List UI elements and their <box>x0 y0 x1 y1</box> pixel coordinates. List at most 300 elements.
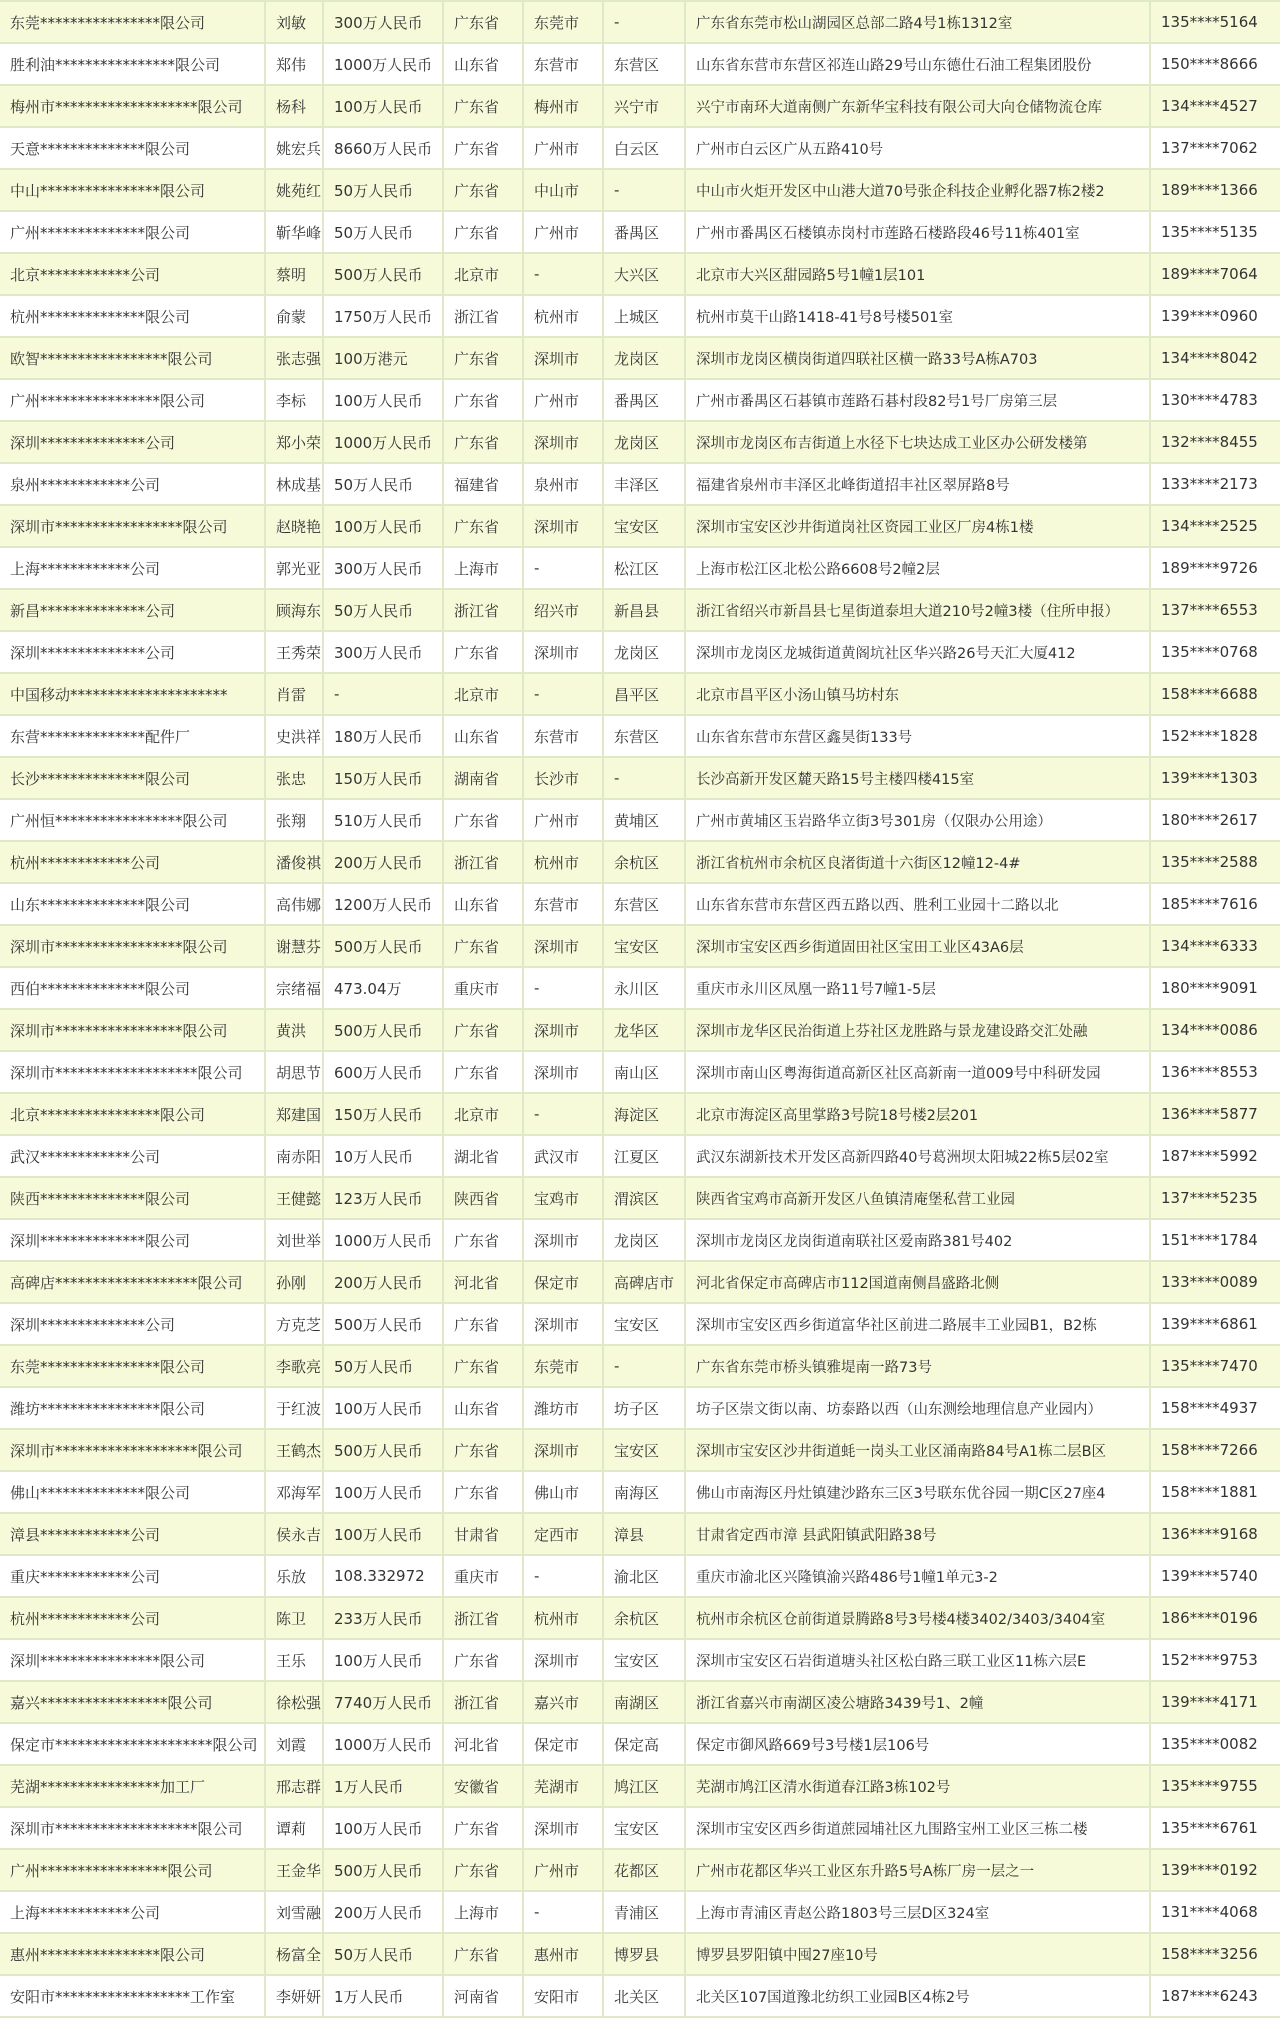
table-row <box>0 1388 1280 1430</box>
province-cell: 广东省 <box>444 1934 524 1974</box>
registered-capital-cell: 300万人民币 <box>324 548 444 588</box>
company-name-cell: 保定市*********************限公司 <box>0 1724 266 1764</box>
province-cell: 北京市 <box>444 674 524 714</box>
address-cell: 浙江省嘉兴市南湖区凌公塘路3439号1、2幢 <box>686 1682 1151 1722</box>
registered-capital-cell: 100万人民币 <box>324 86 444 126</box>
legal-person-cell: 张志强 <box>266 338 324 378</box>
province-cell: 广东省 <box>444 128 524 168</box>
registered-capital-cell: 1000万人民币 <box>324 422 444 462</box>
district-cell: 宝安区 <box>604 926 686 966</box>
address-cell: 深圳市龙岗区横岗街道四联社区横一路33号A栋A703 <box>686 338 1151 378</box>
city-cell: 佛山市 <box>524 1472 604 1512</box>
company-name-cell: 重庆************公司 <box>0 1556 266 1596</box>
province-cell: 广东省 <box>444 2 524 42</box>
legal-person-cell: 杨富全 <box>266 1934 324 1974</box>
phone-cell: 189****7064 <box>1161 265 1258 283</box>
province-cell: 广东省 <box>444 338 524 378</box>
phone-cell: 152****9753 <box>1161 1651 1258 1669</box>
city-cell: 安阳市 <box>524 1976 604 2016</box>
company-name-cell: 深圳市*******************限公司 <box>0 1430 266 1470</box>
company-name-cell: 杭州**************限公司 <box>0 296 266 336</box>
address-cell: 山东省东营市东营区西五路以西、胜利工业园十二路以北 <box>686 884 1151 924</box>
legal-person-cell: 谭莉 <box>266 1808 324 1848</box>
province-cell: 浙江省 <box>444 1682 524 1722</box>
registered-capital-cell: 1000万人民币 <box>324 1220 444 1260</box>
province-cell: 广东省 <box>444 86 524 126</box>
address-cell: 福建省泉州市丰泽区北峰街道招丰社区翠屏路8号 <box>686 464 1151 504</box>
legal-person-cell: 刘雪融 <box>266 1892 324 1932</box>
registered-capital-cell: 500万人民币 <box>324 926 444 966</box>
phone-cell: 180****9091 <box>1161 979 1258 997</box>
legal-person-cell: 潘俊祺 <box>266 842 324 882</box>
table-row <box>0 464 1280 506</box>
company-name-cell: 漳县************公司 <box>0 1514 266 1554</box>
registered-capital-cell: 10万人民币 <box>324 1136 444 1176</box>
legal-person-cell: 邓海军 <box>266 1472 324 1512</box>
phone-cell: 135****0768 <box>1161 643 1258 661</box>
province-cell: 广东省 <box>444 1052 524 1092</box>
city-cell: 嘉兴市 <box>524 1682 604 1722</box>
city-cell: 保定市 <box>524 1262 604 1302</box>
phone-cell: 132****8455 <box>1161 433 1258 451</box>
city-cell: 深圳市 <box>524 422 604 462</box>
table-row <box>0 128 1280 170</box>
district-cell: 江夏区 <box>604 1136 686 1176</box>
phone-cell: 151****1784 <box>1161 1231 1258 1249</box>
city-cell: - <box>524 254 604 294</box>
legal-person-cell: 胡思节 <box>266 1052 324 1092</box>
legal-person-cell: 王健懿 <box>266 1178 324 1218</box>
district-cell: 松江区 <box>604 548 686 588</box>
province-cell: 广东省 <box>444 800 524 840</box>
registered-capital-cell: 100万人民币 <box>324 380 444 420</box>
registered-capital-cell: 50万人民币 <box>324 464 444 504</box>
city-cell: 广州市 <box>524 128 604 168</box>
registered-capital-cell: 50万人民币 <box>324 590 444 630</box>
address-cell: 深圳市宝安区西乡街道固田社区宝田工业区43A6层 <box>686 926 1151 966</box>
province-cell: 广东省 <box>444 1010 524 1050</box>
legal-person-cell: 郑伟 <box>266 44 324 84</box>
table-row <box>0 1514 1280 1556</box>
table-row <box>0 1682 1280 1724</box>
district-cell: 鸠江区 <box>604 1766 686 1806</box>
phone-cell: 180****2617 <box>1161 811 1258 829</box>
province-cell: 浙江省 <box>444 1598 524 1638</box>
table-row <box>0 884 1280 926</box>
province-cell: 广东省 <box>444 926 524 966</box>
province-cell: 山东省 <box>444 1388 524 1428</box>
registered-capital-cell: 108.332972 <box>324 1556 444 1596</box>
legal-person-cell: 靳华峰 <box>266 212 324 252</box>
registered-capital-cell: 100万人民币 <box>324 1514 444 1554</box>
city-cell: 保定市 <box>524 1724 604 1764</box>
district-cell: 保定高 <box>604 1724 686 1764</box>
registered-capital-cell: 1000万人民币 <box>324 1724 444 1764</box>
company-name-cell: 深圳**************公司 <box>0 422 266 462</box>
address-cell: 山东省东营市东营区鑫昊街133号 <box>686 716 1151 756</box>
address-cell: 杭州市余杭区仓前街道景腾路8号3号楼4楼3402/3403/3404室 <box>686 1598 1151 1638</box>
district-cell: 永川区 <box>604 968 686 1008</box>
phone-cell: 134****8042 <box>1161 349 1258 367</box>
phone-cell: 130****4783 <box>1161 391 1258 409</box>
address-cell: 重庆市渝北区兴隆镇渝兴路486号1幢1单元3-2 <box>686 1556 1151 1596</box>
province-cell: 北京市 <box>444 254 524 294</box>
district-cell: 余杭区 <box>604 842 686 882</box>
company-name-cell: 中国移动********************* <box>0 674 266 714</box>
address-cell: 广州市白云区广从五路410号 <box>686 128 1151 168</box>
legal-person-cell: 李标 <box>266 380 324 420</box>
company-name-cell: 安阳市******************工作室 <box>0 1976 266 2016</box>
registered-capital-cell: 100万人民币 <box>324 506 444 546</box>
company-name-cell: 天意**************限公司 <box>0 128 266 168</box>
address-cell: 武汉东湖新技术开发区高新四路40号葛洲坝太阳城22栋5层02室 <box>686 1136 1151 1176</box>
address-cell: 深圳市宝安区西乡街道富华社区前进二路展丰工业园B1，B2栋 <box>686 1304 1151 1344</box>
legal-person-cell: 王金华 <box>266 1850 324 1890</box>
company-name-cell: 深圳市*****************限公司 <box>0 506 266 546</box>
table-row <box>0 1052 1280 1094</box>
company-name-cell: 深圳**************公司 <box>0 1304 266 1344</box>
province-cell: 重庆市 <box>444 1556 524 1596</box>
city-cell: - <box>524 1094 604 1134</box>
legal-person-cell: 刘世举 <box>266 1220 324 1260</box>
address-cell: 北京市大兴区甜园路5号1幢1层101 <box>686 254 1151 294</box>
address-cell: 坊子区崇文街以南、坊泰路以西（山东测绘地理信息产业园内） <box>686 1388 1151 1428</box>
city-cell: 深圳市 <box>524 1430 604 1470</box>
province-cell: 陕西省 <box>444 1178 524 1218</box>
phone-cell: 139****0192 <box>1161 1861 1258 1879</box>
company-name-cell: 北京****************限公司 <box>0 1094 266 1134</box>
company-name-cell: 杭州************公司 <box>0 842 266 882</box>
legal-person-cell: 郭光亚 <box>266 548 324 588</box>
legal-person-cell: 姚苑红 <box>266 170 324 210</box>
province-cell: 广东省 <box>444 1808 524 1848</box>
address-cell: 深圳市宝安区沙井街道蚝一岗头工业区涌南路84号A1栋二层B区 <box>686 1430 1151 1470</box>
province-cell: 广东省 <box>444 632 524 672</box>
legal-person-cell: 郑建国 <box>266 1094 324 1134</box>
address-cell: 重庆市永川区凤凰一路11号7幢1-5层 <box>686 968 1151 1008</box>
address-cell: 北京市海淀区高里掌路3号院18号楼2层201 <box>686 1094 1151 1134</box>
legal-person-cell: 南赤阳 <box>266 1136 324 1176</box>
company-name-cell: 广州**************限公司 <box>0 212 266 252</box>
city-cell: 东营市 <box>524 884 604 924</box>
district-cell: 龙华区 <box>604 1010 686 1050</box>
legal-person-cell: 蔡明 <box>266 254 324 294</box>
registered-capital-cell: 1万人民币 <box>324 1976 444 2016</box>
company-name-cell: 广州*****************限公司 <box>0 1850 266 1890</box>
registered-capital-cell: 50万人民币 <box>324 1346 444 1386</box>
company-name-cell: 上海************公司 <box>0 548 266 588</box>
province-cell: 山东省 <box>444 884 524 924</box>
province-cell: 广东省 <box>444 1430 524 1470</box>
table-row <box>0 1892 1280 1934</box>
district-cell: 博罗县 <box>604 1934 686 1974</box>
district-cell: 大兴区 <box>604 254 686 294</box>
district-cell: 渝北区 <box>604 1556 686 1596</box>
province-cell: 广东省 <box>444 380 524 420</box>
phone-cell: 137****7062 <box>1161 139 1258 157</box>
table-row <box>0 1850 1280 1892</box>
address-cell: 陕西省宝鸡市高新开发区八鱼镇清庵堡私营工业园 <box>686 1178 1151 1218</box>
city-cell: 绍兴市 <box>524 590 604 630</box>
city-cell: 广州市 <box>524 380 604 420</box>
province-cell: 广东省 <box>444 506 524 546</box>
province-cell: 重庆市 <box>444 968 524 1008</box>
company-name-cell: 长沙**************限公司 <box>0 758 266 798</box>
district-cell: 海淀区 <box>604 1094 686 1134</box>
registered-capital-cell: 100万人民币 <box>324 1472 444 1512</box>
company-name-cell: 芜湖****************加工厂 <box>0 1766 266 1806</box>
phone-cell: 134****0086 <box>1161 1021 1258 1039</box>
district-cell: - <box>604 758 686 798</box>
legal-person-cell: 李歌亮 <box>266 1346 324 1386</box>
district-cell: 白云区 <box>604 128 686 168</box>
registered-capital-cell: 8660万人民币 <box>324 128 444 168</box>
table-row <box>0 1766 1280 1808</box>
city-cell: 潍坊市 <box>524 1388 604 1428</box>
province-cell: 北京市 <box>444 1094 524 1134</box>
city-cell: - <box>524 1556 604 1596</box>
registered-capital-cell: 50万人民币 <box>324 170 444 210</box>
address-cell: 中山市火炬开发区中山港大道70号张企科技企业孵化器7栋2楼2 <box>686 170 1151 210</box>
company-name-cell: 杭州************公司 <box>0 1598 266 1638</box>
table-row <box>0 800 1280 842</box>
city-cell: 广州市 <box>524 212 604 252</box>
company-name-cell: 东营**************配件厂 <box>0 716 266 756</box>
company-name-cell: 山东**************限公司 <box>0 884 266 924</box>
province-cell: 湖南省 <box>444 758 524 798</box>
city-cell: - <box>524 548 604 588</box>
registered-capital-cell: 100万人民币 <box>324 1808 444 1848</box>
table-row <box>0 716 1280 758</box>
registered-capital-cell: 300万人民币 <box>324 632 444 672</box>
registered-capital-cell: 1000万人民币 <box>324 44 444 84</box>
phone-cell: 137****5235 <box>1161 1189 1258 1207</box>
legal-person-cell: 黄洪 <box>266 1010 324 1050</box>
legal-person-cell: 姚宏兵 <box>266 128 324 168</box>
phone-cell: 189****1366 <box>1161 181 1258 199</box>
province-cell: 广东省 <box>444 1850 524 1890</box>
city-cell: 东营市 <box>524 716 604 756</box>
district-cell: 宝安区 <box>604 1640 686 1680</box>
registered-capital-cell: 500万人民币 <box>324 1304 444 1344</box>
registered-capital-cell: 300万人民币 <box>324 2 444 42</box>
legal-person-cell: 史洪祥 <box>266 716 324 756</box>
table-row <box>0 1640 1280 1682</box>
table-row <box>0 1598 1280 1640</box>
legal-person-cell: 张忠 <box>266 758 324 798</box>
company-name-cell: 西伯**************限公司 <box>0 968 266 1008</box>
legal-person-cell: 王鹤杰 <box>266 1430 324 1470</box>
registered-capital-cell: 233万人民币 <box>324 1598 444 1638</box>
province-cell: 广东省 <box>444 1304 524 1344</box>
district-cell: 黄埔区 <box>604 800 686 840</box>
company-name-cell: 梅州市*******************限公司 <box>0 86 266 126</box>
province-cell: 浙江省 <box>444 842 524 882</box>
phone-cell: 158****3256 <box>1161 1945 1258 1963</box>
company-name-cell: 深圳市*******************限公司 <box>0 1052 266 1092</box>
district-cell: 宝安区 <box>604 1304 686 1344</box>
district-cell: 龙岗区 <box>604 1220 686 1260</box>
table-row <box>0 2 1280 44</box>
company-name-cell: 广州恒*****************限公司 <box>0 800 266 840</box>
city-cell: 惠州市 <box>524 1934 604 1974</box>
legal-person-cell: 王秀荣 <box>266 632 324 672</box>
company-name-cell: 上海************公司 <box>0 1892 266 1932</box>
district-cell: 南海区 <box>604 1472 686 1512</box>
district-cell: 番禺区 <box>604 380 686 420</box>
province-cell: 河北省 <box>444 1724 524 1764</box>
district-cell: 兴宁市 <box>604 86 686 126</box>
table-row <box>0 506 1280 548</box>
phone-cell: 134****4527 <box>1161 97 1258 115</box>
address-cell: 浙江省杭州市余杭区良渚街道十六街区12幢12-4# <box>686 842 1151 882</box>
company-name-cell: 嘉兴*****************限公司 <box>0 1682 266 1722</box>
province-cell: 广东省 <box>444 1472 524 1512</box>
city-cell: 广州市 <box>524 800 604 840</box>
table-row <box>0 338 1280 380</box>
company-name-cell: 深圳**************限公司 <box>0 1220 266 1260</box>
legal-person-cell: 陈卫 <box>266 1598 324 1638</box>
registered-capital-cell: 200万人民币 <box>324 842 444 882</box>
phone-cell: 135****7470 <box>1161 1357 1258 1375</box>
registered-capital-cell: 200万人民币 <box>324 1892 444 1932</box>
registered-capital-cell: 100万港元 <box>324 338 444 378</box>
phone-cell: 133****2173 <box>1161 475 1258 493</box>
district-cell: 龙岗区 <box>604 422 686 462</box>
table-row <box>0 1010 1280 1052</box>
city-cell: 长沙市 <box>524 758 604 798</box>
city-cell: 深圳市 <box>524 506 604 546</box>
province-cell: 山东省 <box>444 44 524 84</box>
registered-capital-cell: 123万人民币 <box>324 1178 444 1218</box>
phone-cell: 189****9726 <box>1161 559 1258 577</box>
district-cell: 丰泽区 <box>604 464 686 504</box>
district-cell: 余杭区 <box>604 1598 686 1638</box>
phone-cell: 158****1881 <box>1161 1483 1258 1501</box>
district-cell: 番禺区 <box>604 212 686 252</box>
table-row <box>0 1094 1280 1136</box>
address-cell: 广州市番禺区石碁镇市莲路石碁村段82号1号厂房第三层 <box>686 380 1151 420</box>
phone-cell: 136****8553 <box>1161 1063 1258 1081</box>
registered-capital-cell: 7740万人民币 <box>324 1682 444 1722</box>
province-cell: 湖北省 <box>444 1136 524 1176</box>
city-cell: 杭州市 <box>524 296 604 336</box>
registered-capital-cell: 500万人民币 <box>324 254 444 294</box>
phone-cell: 139****0960 <box>1161 307 1258 325</box>
company-name-cell: 新昌**************公司 <box>0 590 266 630</box>
legal-person-cell: 赵晓艳 <box>266 506 324 546</box>
legal-person-cell: 杨科 <box>266 86 324 126</box>
legal-person-cell: 宗绪福 <box>266 968 324 1008</box>
company-name-cell: 泉州************公司 <box>0 464 266 504</box>
city-cell: 东营市 <box>524 44 604 84</box>
province-cell: 河北省 <box>444 1262 524 1302</box>
phone-cell: 137****6553 <box>1161 601 1258 619</box>
legal-person-cell: 谢慧芬 <box>266 926 324 966</box>
table-row <box>0 422 1280 464</box>
address-cell: 佛山市南海区丹灶镇建沙路东三区3号联东优谷园一期C区27座4 <box>686 1472 1151 1512</box>
phone-cell: 186****0196 <box>1161 1609 1258 1627</box>
province-cell: 甘肃省 <box>444 1514 524 1554</box>
province-cell: 浙江省 <box>444 296 524 336</box>
registered-capital-cell: 50万人民币 <box>324 212 444 252</box>
table-row <box>0 968 1280 1010</box>
legal-person-cell: 乐放 <box>266 1556 324 1596</box>
company-name-cell: 欧智*****************限公司 <box>0 338 266 378</box>
company-name-cell: 深圳市*****************限公司 <box>0 1010 266 1050</box>
address-cell: 深圳市龙岗区龙城街道黄阁坑社区华兴路26号天汇大厦412 <box>686 632 1151 672</box>
legal-person-cell: 孙刚 <box>266 1262 324 1302</box>
address-cell: 深圳市宝安区西乡街道蔗园埔社区九围路宝州工业区三栋二楼 <box>686 1808 1151 1848</box>
table-row <box>0 1346 1280 1388</box>
city-cell: 深圳市 <box>524 1010 604 1050</box>
company-name-cell: 武汉************公司 <box>0 1136 266 1176</box>
city-cell: 深圳市 <box>524 1220 604 1260</box>
table-row <box>0 1262 1280 1304</box>
province-cell: 山东省 <box>444 716 524 756</box>
address-cell: 河北省保定市高碑店市112国道南侧昌盛路北侧 <box>686 1262 1151 1302</box>
registered-capital-cell: 500万人民币 <box>324 1850 444 1890</box>
company-name-cell: 佛山**************限公司 <box>0 1472 266 1512</box>
district-cell: 青浦区 <box>604 1892 686 1932</box>
table-row <box>0 254 1280 296</box>
registered-capital-cell: 1750万人民币 <box>324 296 444 336</box>
phone-cell: 152****1828 <box>1161 727 1258 745</box>
district-cell: 龙岗区 <box>604 338 686 378</box>
province-cell: 安徽省 <box>444 1766 524 1806</box>
table-row <box>0 632 1280 674</box>
company-name-cell: 北京************公司 <box>0 254 266 294</box>
district-cell: 昌平区 <box>604 674 686 714</box>
address-cell: 广州市黄埔区玉岩路华立街3号301房（仅限办公用途） <box>686 800 1151 840</box>
district-cell: 北关区 <box>604 1976 686 2016</box>
table-row <box>0 1556 1280 1598</box>
table-row <box>0 296 1280 338</box>
phone-cell: 158****6688 <box>1161 685 1258 703</box>
company-name-cell: 惠州****************限公司 <box>0 1934 266 1974</box>
district-cell: - <box>604 2 686 42</box>
registered-capital-cell: 50万人民币 <box>324 1934 444 1974</box>
legal-person-cell: 郑小荣 <box>266 422 324 462</box>
city-cell: 芜湖市 <box>524 1766 604 1806</box>
province-cell: 广东省 <box>444 422 524 462</box>
table-row <box>0 1430 1280 1472</box>
city-cell: - <box>524 968 604 1008</box>
legal-person-cell: 林成基 <box>266 464 324 504</box>
district-cell: 坊子区 <box>604 1388 686 1428</box>
registered-capital-cell: 150万人民币 <box>324 1094 444 1134</box>
company-name-cell: 陕西**************限公司 <box>0 1178 266 1218</box>
city-cell: 东莞市 <box>524 2 604 42</box>
registered-capital-cell: 500万人民币 <box>324 1010 444 1050</box>
city-cell: - <box>524 674 604 714</box>
city-cell: 宝鸡市 <box>524 1178 604 1218</box>
registered-capital-cell: 1200万人民币 <box>324 884 444 924</box>
table-row <box>0 170 1280 212</box>
address-cell: 广州市番禺区石楼镇赤岗村市莲路石楼路段46号11栋401室 <box>686 212 1151 252</box>
legal-person-cell: 邢志群 <box>266 1766 324 1806</box>
phone-cell: 134****2525 <box>1161 517 1258 535</box>
company-name-cell: 潍坊****************限公司 <box>0 1388 266 1428</box>
address-cell: 长沙高新开发区麓天路15号主楼四楼415室 <box>686 758 1151 798</box>
phone-cell: 187****6243 <box>1161 1987 1258 2005</box>
address-cell: 芜湖市鸠江区清水街道春江路3栋102号 <box>686 1766 1151 1806</box>
city-cell: 深圳市 <box>524 1304 604 1344</box>
district-cell: 渭滨区 <box>604 1178 686 1218</box>
province-cell: 广东省 <box>444 1220 524 1260</box>
district-cell: 宝安区 <box>604 1430 686 1470</box>
province-cell: 福建省 <box>444 464 524 504</box>
